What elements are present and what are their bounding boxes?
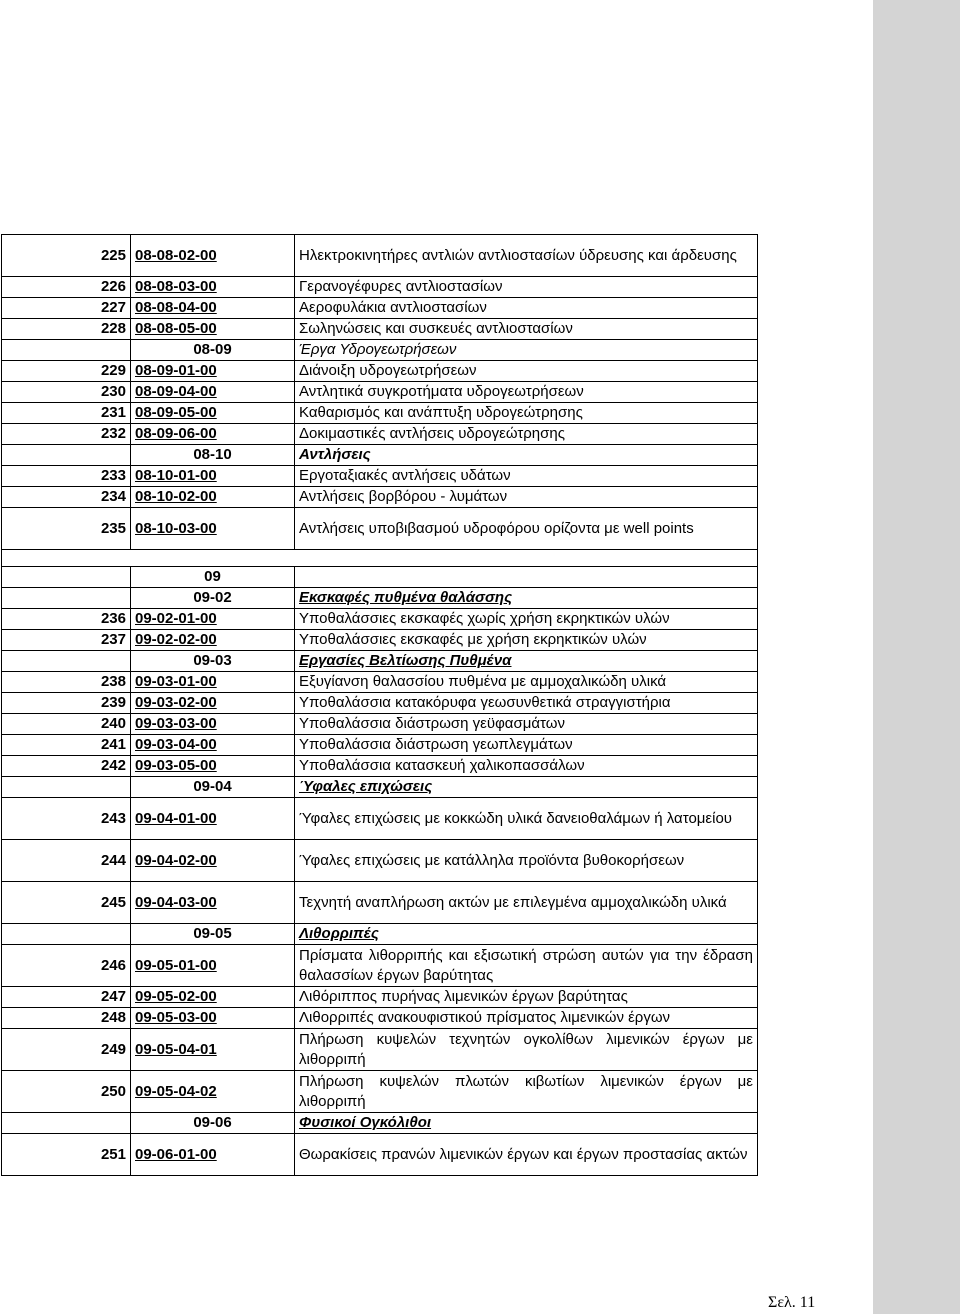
article-code	[131, 882, 295, 924]
article-code	[131, 609, 295, 630]
table-row	[2, 277, 758, 298]
article-code	[131, 672, 295, 693]
article-code-text: 09-05-03-00	[135, 1009, 217, 1026]
table-row	[2, 735, 758, 756]
row-number: 249	[2, 1029, 131, 1071]
table-row	[2, 987, 758, 1008]
group-title-text: Φυσικοί Ογκόλιθοι	[299, 1114, 432, 1131]
group-title	[295, 588, 758, 609]
article-code-text: 09-04-03-00	[135, 893, 217, 911]
article-description: Αντλήσεις υποβιβασμού υδροφόρου ορίζοντα με well points	[295, 508, 758, 550]
article-code	[131, 1008, 295, 1029]
article-code	[131, 798, 295, 840]
article-description: Αεροφυλάκια αντλιοστασίων	[295, 298, 758, 319]
group-header-row	[2, 924, 758, 945]
table-row	[2, 424, 758, 445]
table-row	[2, 361, 758, 382]
row-number	[2, 340, 131, 361]
group-header-row	[2, 340, 758, 361]
article-code-text: 09-03-02-00	[135, 694, 217, 711]
article-code	[131, 487, 295, 508]
table-row	[2, 382, 758, 403]
table-row	[2, 882, 758, 924]
table-row	[2, 298, 758, 319]
row-number: 239	[2, 693, 131, 714]
article-code	[131, 382, 295, 403]
group-header-row	[2, 445, 758, 466]
row-number	[2, 588, 131, 609]
group-code: 09-04	[131, 777, 295, 798]
row-number	[2, 651, 131, 672]
article-code-text: 09-03-05-00	[135, 757, 217, 774]
table-row	[2, 508, 758, 550]
row-number: 227	[2, 298, 131, 319]
group-title-text: Έργα Υδρογεωτρήσεων	[299, 341, 457, 358]
article-description: Καθαρισμός και ανάπτυξη υδρογεώτρησης	[295, 403, 758, 424]
article-code-text: 08-10-01-00	[135, 467, 217, 484]
group-code: 09-02	[131, 588, 295, 609]
article-code	[131, 756, 295, 777]
row-number: 229	[2, 361, 131, 382]
article-code	[131, 840, 295, 882]
table-row	[2, 756, 758, 777]
right-margin-band	[873, 0, 960, 1314]
table-row	[2, 1008, 758, 1029]
table-row	[2, 466, 758, 487]
article-description: Υποθαλάσσιες εκσκαφές με χρήση εκρηκτικών υλών	[295, 630, 758, 651]
article-code-text: 09-05-04-02	[135, 1082, 217, 1100]
article-code-text: 09-05-04-01	[135, 1040, 217, 1058]
article-description: Λιθορριπές ανακουφιστικού πρίσματος λιμενικών έργων	[295, 1008, 758, 1029]
row-number: 226	[2, 277, 131, 298]
group-title	[295, 651, 758, 672]
table-row	[2, 672, 758, 693]
group-code: 08-09	[131, 340, 295, 361]
table-row	[2, 609, 758, 630]
article-code	[131, 693, 295, 714]
group-code: 09	[131, 567, 295, 588]
article-code-text: 09-04-01-00	[135, 809, 217, 827]
row-number: 244	[2, 840, 131, 882]
row-number: 235	[2, 508, 131, 550]
article-code	[131, 424, 295, 445]
article-code	[131, 1071, 295, 1113]
spacer-row	[2, 550, 758, 567]
article-code	[131, 298, 295, 319]
group-title-text: Ύφαλες επιχώσεις	[299, 778, 433, 795]
article-description: Υποθαλάσσια διάστρωση γεωπλεγμάτων	[295, 735, 758, 756]
article-description: Διάνοιξη υδρογεωτρήσεων	[295, 361, 758, 382]
article-code	[131, 630, 295, 651]
row-number: 236	[2, 609, 131, 630]
table-row	[2, 945, 758, 987]
table-row	[2, 235, 758, 277]
row-number	[2, 924, 131, 945]
article-description: Τεχνητή αναπλήρωση ακτών με επιλεγμένα αμμοχαλικώδη υλικά	[295, 882, 758, 924]
article-description: Υποθαλάσσια κατασκευή χαλικοπασσάλων	[295, 756, 758, 777]
row-number: 228	[2, 319, 131, 340]
table-row	[2, 1071, 758, 1113]
article-code-table	[1, 234, 758, 1176]
article-code	[131, 735, 295, 756]
row-number	[2, 777, 131, 798]
group-title	[295, 445, 758, 466]
table-row	[2, 840, 758, 882]
row-number: 232	[2, 424, 131, 445]
spacer-cell	[2, 550, 758, 567]
table-body	[2, 235, 758, 1176]
group-header-row	[2, 1113, 758, 1134]
row-number: 233	[2, 466, 131, 487]
group-code: 08-10	[131, 445, 295, 466]
row-number: 225	[2, 235, 131, 277]
article-code-text: 08-08-02-00	[135, 246, 217, 264]
group-code: 09-03	[131, 651, 295, 672]
row-number: 251	[2, 1134, 131, 1176]
row-number: 250	[2, 1071, 131, 1113]
article-code	[131, 945, 295, 987]
row-number: 240	[2, 714, 131, 735]
group-header-row	[2, 651, 758, 672]
article-description: Πλήρωση κυψελών πλωτών κιβωτίων λιμενικών έργων με λιθορριπή	[295, 1071, 758, 1113]
row-number: 248	[2, 1008, 131, 1029]
article-description: Θωρακίσεις πρανών λιμενικών έργων και έργων προστασίας ακτών	[295, 1134, 758, 1176]
article-description: Σωληνώσεις και συσκευές αντλιοστασίων	[295, 319, 758, 340]
article-code-text: 09-06-01-00	[135, 1145, 217, 1163]
group-title	[295, 924, 758, 945]
article-description: Υποθαλάσσια διάστρωση γεϋφασμάτων	[295, 714, 758, 735]
article-description: Λιθόριππος πυρήνας λιμενικών έργων βαρύτητας	[295, 987, 758, 1008]
article-code-text: 09-03-01-00	[135, 673, 217, 690]
article-description: Γερανογέφυρες αντλιοστασίων	[295, 277, 758, 298]
row-number: 241	[2, 735, 131, 756]
group-title-text: Εργασίες Βελτίωσης Πυθμένα	[299, 652, 512, 669]
article-code-text: 08-10-03-00	[135, 519, 217, 537]
article-description: Αντλητικά συγκροτήματα υδρογεωτρήσεων	[295, 382, 758, 403]
article-code	[131, 235, 295, 277]
table-row	[2, 693, 758, 714]
group-title	[295, 340, 758, 361]
article-description: Πλήρωση κυψελών τεχνητών ογκολίθων λιμενικών έργων με λιθορριπή	[295, 1029, 758, 1071]
article-code-text: 08-09-06-00	[135, 425, 217, 442]
group-title	[295, 1113, 758, 1134]
article-description: Αντλήσεις βορβόρου - λυμάτων	[295, 487, 758, 508]
row-number: 247	[2, 987, 131, 1008]
article-description: Εξυγίανση θαλασσίου πυθμένα με αμμοχαλικώδη υλικά	[295, 672, 758, 693]
article-code-text: 08-08-04-00	[135, 299, 217, 316]
group-code: 09-06	[131, 1113, 295, 1134]
row-number: 243	[2, 798, 131, 840]
article-code	[131, 1134, 295, 1176]
table-row	[2, 1029, 758, 1071]
article-description: Υποθαλάσσια κατακόρυφα γεωσυνθετικά στραγγιστήρια	[295, 693, 758, 714]
row-number	[2, 445, 131, 466]
table-row	[2, 714, 758, 735]
row-number: 238	[2, 672, 131, 693]
article-code-text: 09-03-03-00	[135, 715, 217, 732]
group-header-row	[2, 777, 758, 798]
table-row	[2, 630, 758, 651]
row-number: 245	[2, 882, 131, 924]
row-number: 231	[2, 403, 131, 424]
row-number	[2, 567, 131, 588]
article-code-text: 08-10-02-00	[135, 488, 217, 505]
article-code-text: 09-02-01-00	[135, 610, 217, 627]
group-title-text: Εκσκαφές πυθμένα θαλάσσης	[299, 589, 513, 606]
article-code-text: 08-09-04-00	[135, 383, 217, 400]
group-code: 09-05	[131, 924, 295, 945]
article-code-text: 09-03-04-00	[135, 736, 217, 753]
article-code-text: 08-09-01-00	[135, 362, 217, 379]
table-row	[2, 319, 758, 340]
article-code-text: 08-08-03-00	[135, 278, 217, 295]
group-header-row	[2, 567, 758, 588]
article-code-text: 08-08-05-00	[135, 320, 217, 337]
table-row	[2, 403, 758, 424]
article-code	[131, 319, 295, 340]
table-row	[2, 1134, 758, 1176]
article-description: Εργοταξιακές αντλήσεις υδάτων	[295, 466, 758, 487]
group-header-row	[2, 588, 758, 609]
article-code	[131, 508, 295, 550]
row-number	[2, 1113, 131, 1134]
article-description: Δοκιμαστικές αντλήσεις υδρογεώτρησης	[295, 424, 758, 445]
article-description: Ηλεκτροκινητήρες αντλιών αντλιοστασίων ύδρευσης και άρδευσης	[295, 235, 758, 277]
article-code	[131, 361, 295, 382]
article-code-text: 09-04-02-00	[135, 851, 217, 869]
page-number: Σελ. 11	[768, 1294, 816, 1311]
row-number: 234	[2, 487, 131, 508]
row-number: 237	[2, 630, 131, 651]
article-description: Υποθαλάσσιες εκσκαφές χωρίς χρήση εκρηκτικών υλών	[295, 609, 758, 630]
article-description: Ύφαλες επιχώσεις με κατάλληλα προϊόντα βυθοκορήσεων	[295, 840, 758, 882]
table-row	[2, 487, 758, 508]
article-code	[131, 277, 295, 298]
article-code	[131, 403, 295, 424]
article-code-text: 09-02-02-00	[135, 631, 217, 648]
row-number: 242	[2, 756, 131, 777]
row-number: 230	[2, 382, 131, 403]
group-title-text: Αντλήσεις	[299, 446, 371, 463]
article-code	[131, 987, 295, 1008]
article-code-text: 08-09-05-00	[135, 404, 217, 421]
group-title	[295, 567, 758, 588]
article-code-text: 09-05-02-00	[135, 988, 217, 1005]
table-row	[2, 798, 758, 840]
row-number: 246	[2, 945, 131, 987]
article-code-text: 09-05-01-00	[135, 956, 217, 974]
article-code	[131, 1029, 295, 1071]
group-title	[295, 777, 758, 798]
group-title-text: Λιθορριπές	[299, 925, 379, 942]
article-description: Πρίσματα λιθορριπής και εξισωτική στρώση αυτών για την έδραση θαλασσίων έργων βαρύτητας	[295, 945, 758, 987]
article-code	[131, 714, 295, 735]
article-code	[131, 466, 295, 487]
article-description: Ύφαλες επιχώσεις με κοκκώδη υλικά δανειοθαλάμων ή λατομείου	[295, 798, 758, 840]
